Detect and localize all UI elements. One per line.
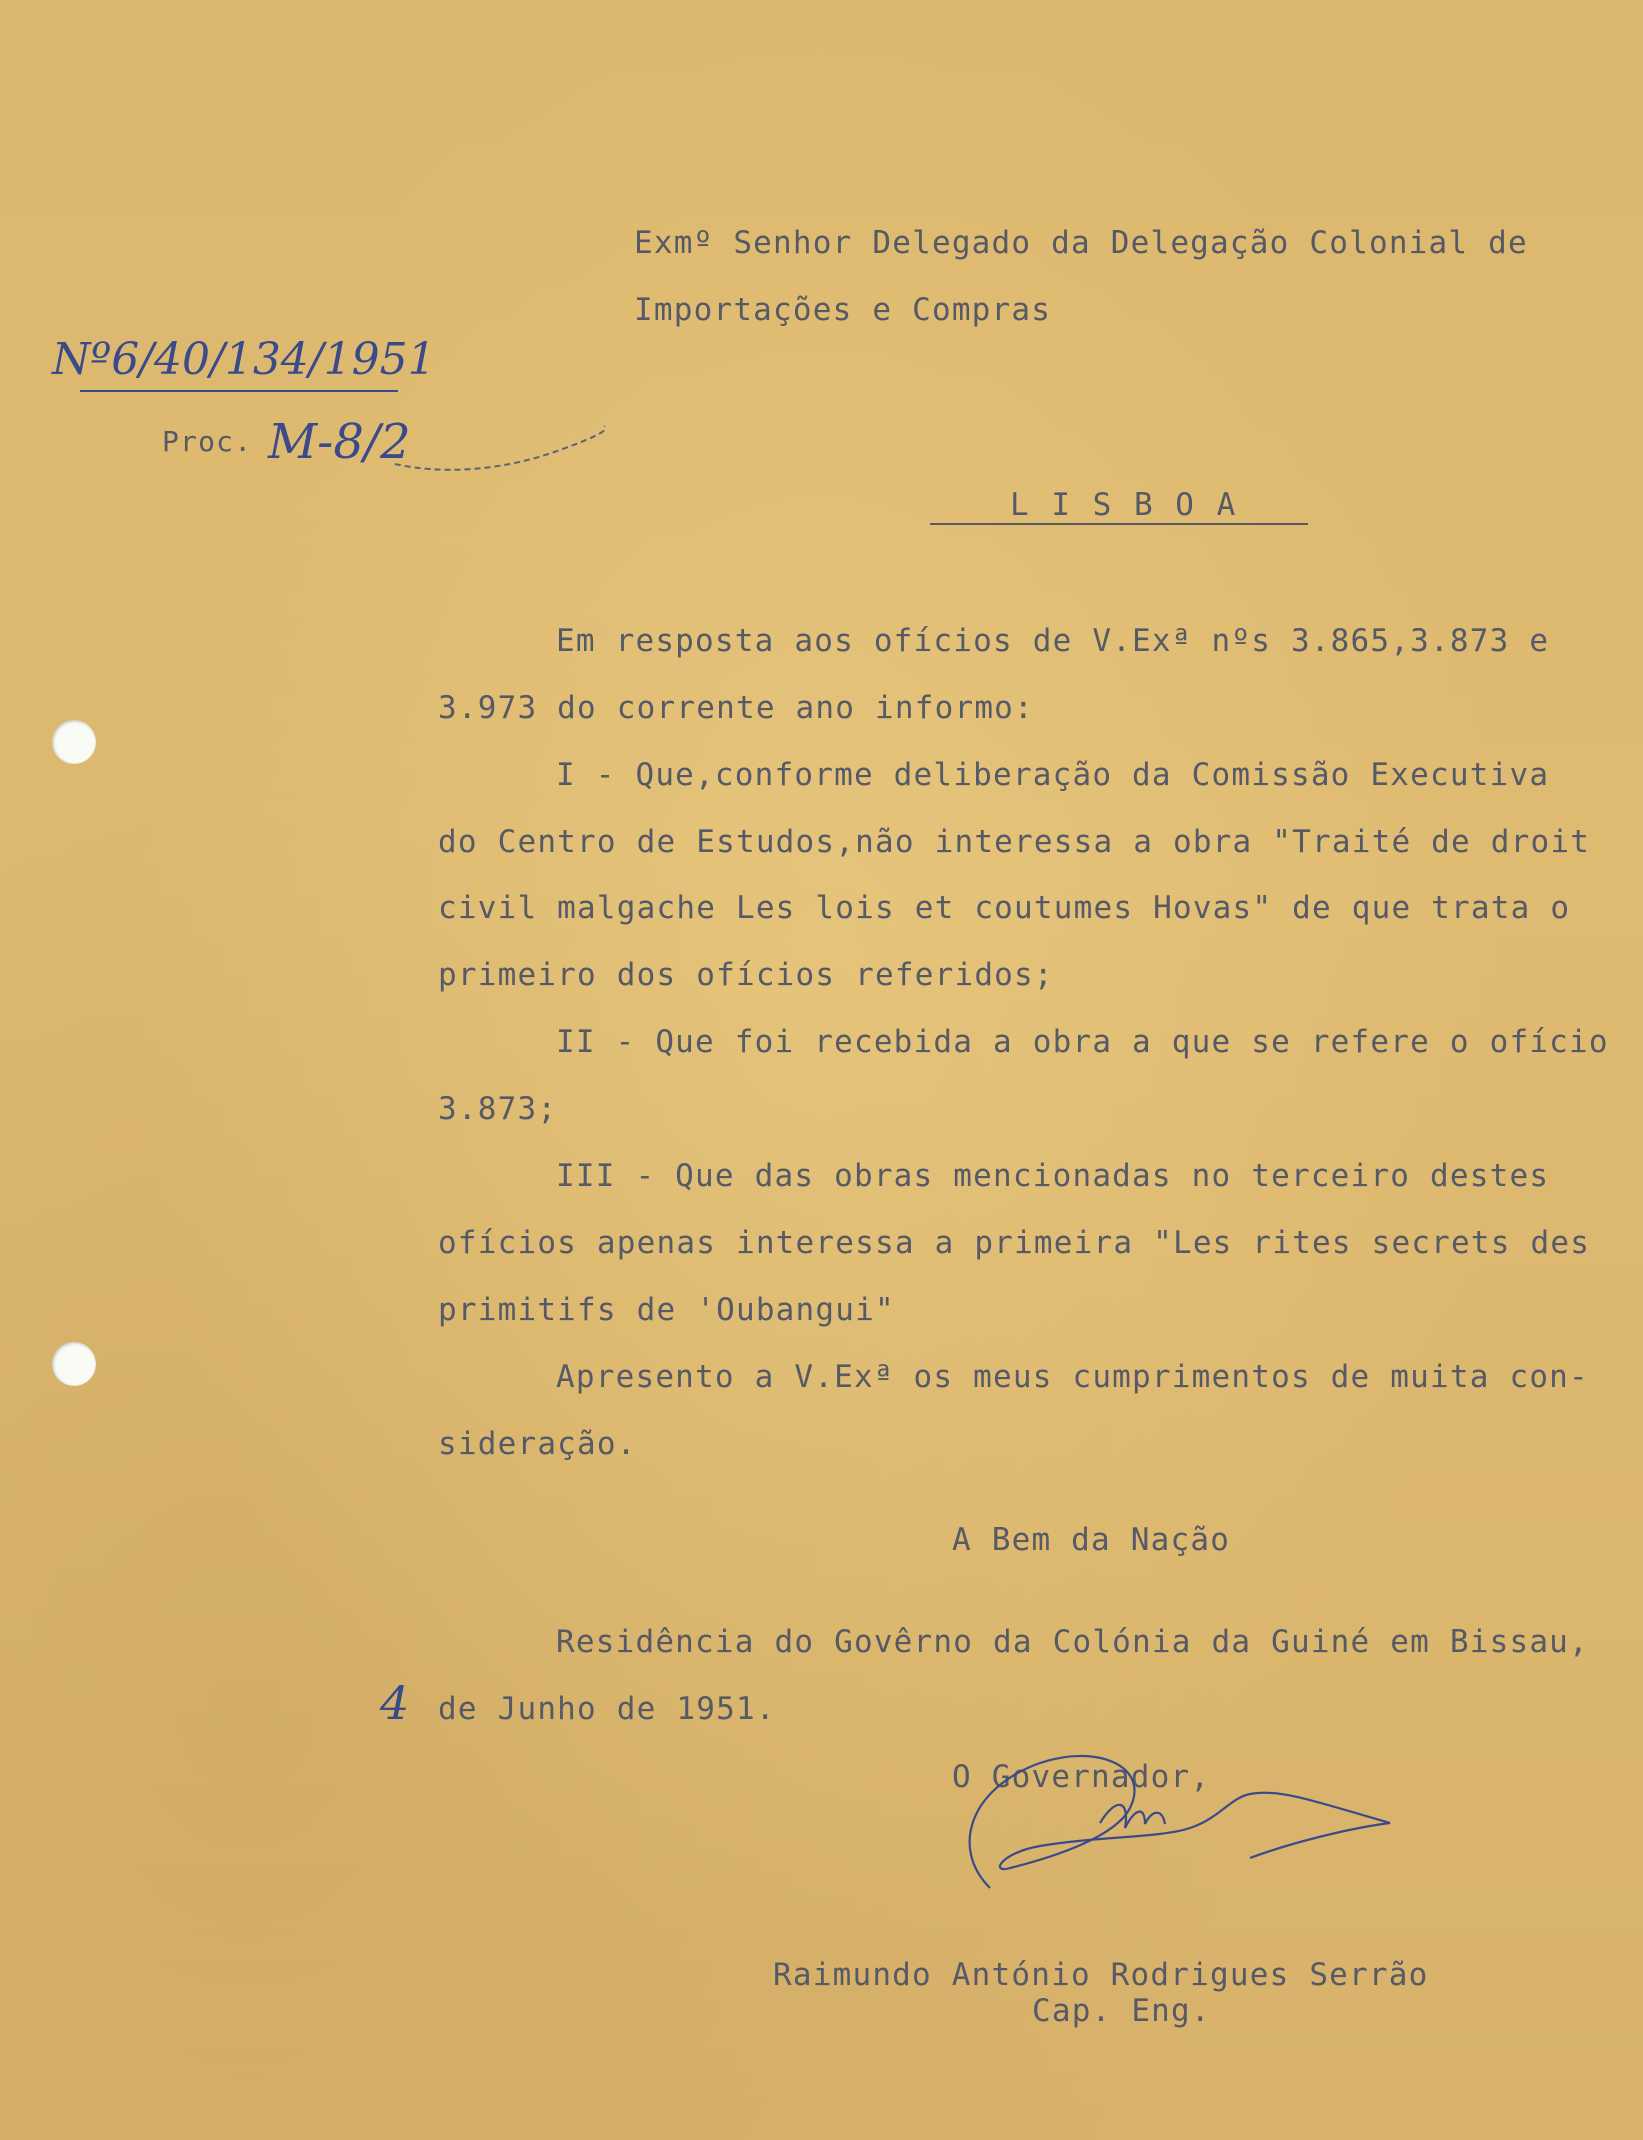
body-line-11: primitifs de 'Oubangui" — [438, 1292, 895, 1328]
body-line-1: Em resposta aos ofícios de V.Exª nºs 3.865,3.873 e — [556, 623, 1550, 659]
punch-hole-top — [52, 720, 96, 764]
city-underline — [930, 523, 1308, 525]
closing-salutation: A Bem da Nação — [952, 1522, 1231, 1558]
body-line-4: do Centro de Estudos,não interessa a obra "Traité de droit — [438, 824, 1591, 860]
body-line-9: III - Que das obras mencionadas no terceiro destes — [556, 1158, 1550, 1194]
body-line-13: sideração. — [438, 1426, 637, 1462]
addressee-line-2: Importações e Compras — [634, 292, 1052, 328]
addressee-line-1: Exmº Senhor Delegado da Delegação Colonial de — [634, 225, 1528, 261]
body-line-5: civil malgache Les lois et coutumes Hovas" de que trata o — [438, 890, 1571, 926]
proc-value: M-8/2 — [268, 414, 411, 470]
body-line-12: Apresento a V.Exª os meus cumprimentos de muita con- — [556, 1359, 1589, 1395]
pen-trail-mark — [390, 412, 610, 482]
date-line: de Junho de 1951. — [438, 1691, 776, 1727]
handwritten-signature — [930, 1728, 1400, 1898]
body-line-7: II - Que foi recebida a obra a que se refere o ofício — [556, 1024, 1609, 1060]
body-line-10: ofícios apenas interessa a primeira "Les rites secrets des — [438, 1225, 1591, 1261]
city-heading: L I S B O A — [1010, 487, 1238, 523]
reference-number: Nº6/40/134/1951 — [52, 334, 436, 385]
date-day-handwritten: 4 — [380, 1676, 410, 1730]
reference-underline — [80, 390, 398, 392]
place-line: Residência do Govêrno da Colónia da Guiné em Bissau, — [556, 1624, 1589, 1660]
proc-label: Proc. — [162, 425, 253, 458]
signatory-name: Raimundo António Rodrigues Serrão — [773, 1957, 1429, 1993]
signatory-rank: Cap. Eng. — [1032, 1993, 1211, 2029]
signatory-title: O Governador, — [952, 1759, 1211, 1795]
body-line-8: 3.873; — [438, 1091, 558, 1127]
body-line-6: primeiro dos ofícios referidos; — [438, 957, 1054, 993]
body-line-2: 3.973 do corrente ano informo: — [438, 690, 1034, 726]
punch-hole-bottom — [52, 1342, 96, 1386]
body-line-3: I - Que,conforme deliberação da Comissão Executiva — [556, 757, 1550, 793]
